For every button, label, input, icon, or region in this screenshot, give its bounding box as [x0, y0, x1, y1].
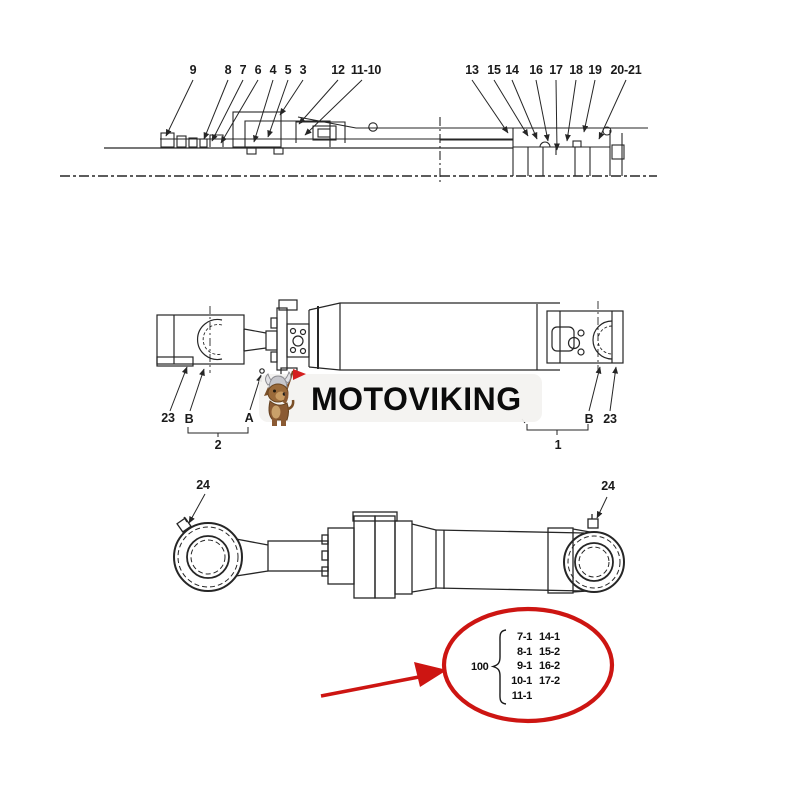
- callout-13: 13: [465, 63, 479, 77]
- callout-B-right: B: [584, 412, 594, 426]
- callout-12: 12: [331, 63, 345, 77]
- list-cell: 11-1: [511, 690, 532, 702]
- list-cell: 17-2: [539, 675, 560, 687]
- callout-17: 17: [549, 63, 563, 77]
- callout-3: 3: [299, 63, 307, 77]
- callout-B-left: B: [184, 412, 194, 426]
- list-cell: 16-2: [539, 660, 560, 672]
- list-cell: 8-1: [517, 646, 532, 658]
- callout-A: A: [244, 411, 254, 425]
- list-cell: 14-1: [539, 631, 560, 643]
- callout-19: 19: [588, 63, 602, 77]
- callout-15: 15: [487, 63, 501, 77]
- callout-7: 7: [239, 63, 247, 77]
- callout-14: 14: [505, 63, 519, 77]
- callout-23-right: 23: [603, 412, 617, 426]
- watermark-panel: [259, 374, 542, 422]
- list-cell: 15-2: [539, 646, 560, 658]
- callout-24-right: 24: [601, 479, 615, 493]
- watermark-brand-text: MOTOVIKING: [311, 381, 522, 417]
- callout-4: 4: [269, 63, 277, 77]
- group-label-2: 2: [214, 438, 222, 452]
- list-cell: 7-1: [517, 631, 532, 643]
- group-label-1: 1: [554, 438, 562, 452]
- list-cell: 10-1: [511, 675, 532, 687]
- callout-5: 5: [284, 63, 292, 77]
- top-section-drawing: [60, 80, 657, 182]
- callout-16: 16: [529, 63, 543, 77]
- callout-8: 8: [224, 63, 232, 77]
- callout-18: 18: [569, 63, 583, 77]
- callout-24-left: 24: [196, 478, 210, 492]
- callout-6: 6: [254, 63, 262, 77]
- callout-20-21: 20-21: [610, 63, 642, 77]
- list-cell: 9-1: [517, 660, 532, 672]
- callout-23-left: 23: [161, 411, 175, 425]
- callout-9: 9: [189, 63, 197, 77]
- viking-dog-logo-icon: [260, 363, 310, 427]
- bottom-external-drawing: [174, 494, 624, 598]
- group-number: 100: [471, 661, 489, 673]
- callout-11-10: 11-10: [350, 63, 382, 77]
